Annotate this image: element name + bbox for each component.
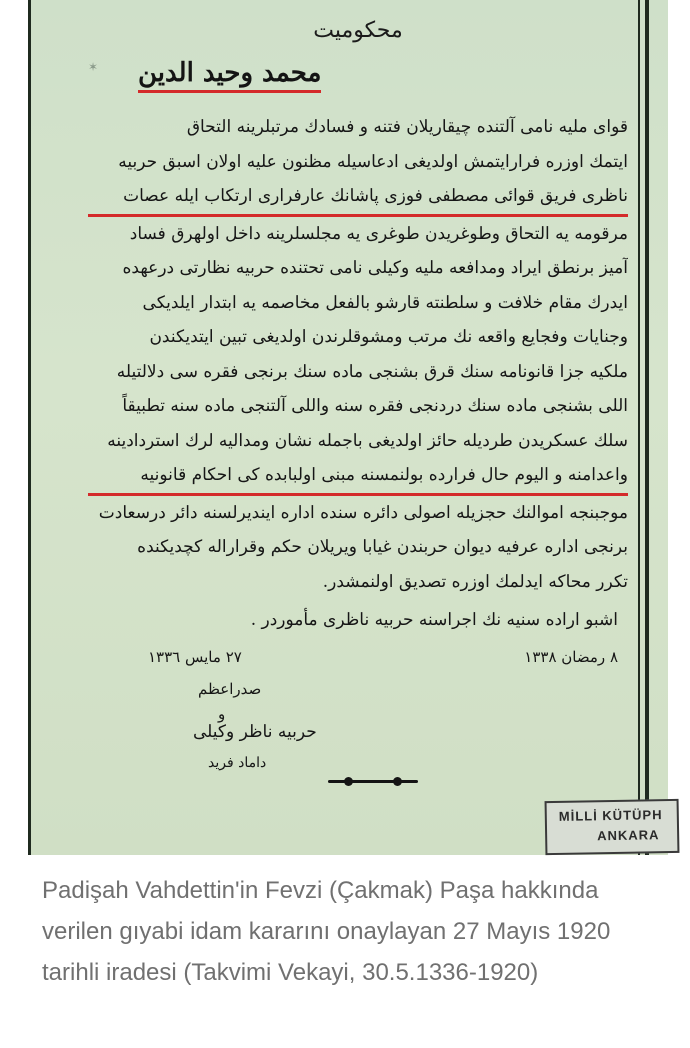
decree-line: مرقومه يه التحاق وطوغريدن طوغری يه مجلسلرينه داخل اولهرق فساد — [129, 223, 628, 244]
document-scan — [28, 0, 668, 855]
minister-title: حربيه ناظر وكيلی — [193, 722, 317, 742]
library-stamp — [545, 799, 680, 855]
decree-line: وجنايات وفجايع واقعه نك مرتب ومشوقلرندن اولديغی تبين ايتديكندن — [149, 327, 628, 347]
decree-line: ايدرك مقام خلافت و سلطنته قارشو بالفعل مخاصمه يه ابتدار ايلديكی — [142, 292, 628, 313]
frame-left-rule — [28, 0, 31, 855]
decree-line: قوای مليه نامی آلتنده چيقاريلان فتنه و فسادك مرتبلرينه التحاق — [186, 117, 628, 137]
decree-line: تكرر محاكه ايدلمك اوزره تصديق اولنمشدر. — [322, 571, 628, 592]
decree-line: موجبنجه اموالنك حجزيله اصولی دائره سنده اداره اينديرلسنه دائر درسعادت — [98, 502, 628, 523]
frame-right-rule-thick — [645, 0, 649, 855]
closing-ornament — [328, 780, 418, 783]
date-rumi: ٢٧ مايس ١٣٣٦ — [148, 648, 242, 666]
decree-closing-line: اشبو اراده سنيه نك اجراسنه حربيه ناظری مأموردر . — [250, 610, 618, 630]
signer-conjunction: و — [218, 705, 226, 723]
decree-line: ملكيه جزا قانونامه سنك قرق بشنجی ماده سنك برنجی فقره سی دلالتيله — [116, 361, 628, 382]
minister-name: داماد فريد — [208, 755, 267, 771]
sultan-signature-name: محمد وحيد الدين — [138, 58, 321, 93]
decree-line-highlighted: واعدامنه و اليوم حال فرارده بولنمسنه مبنی اولبابده كی احكام قانونيه — [88, 458, 628, 496]
date-hijri: ٨ رمضان ١٣٣٨ — [524, 648, 618, 666]
signer-title: صدراعظم — [198, 680, 262, 698]
decree-line: آميز برنطق ايراد ومدافعه مليه وكيلی نامی تحتنده حربيه نظارتی درعهده — [122, 258, 628, 278]
decree-line: برنجی اداره عرفيه ديوان حربندن غيابا ويريلان حكم وقراراله كچديكنده — [137, 537, 628, 557]
decree-line-highlighted: ناظری فريق قوائی مصطفی فوزی پاشانك عارفراری ارتكاب ايله عصات — [88, 179, 628, 217]
decree-line: اللی بشنجی ماده سنك دردنجی فقره سنه واللی آلتنجی ماده سنه تطبيقاً — [122, 396, 628, 416]
stamp-text-line1: MİLLİ KÜTÜPH — [558, 807, 663, 824]
frame-right-rule-thin — [638, 0, 640, 855]
decree-body — [88, 110, 628, 599]
decree-line: سلك عسكريدن طرديله حائز اولديغی باجمله نشان ومداليه لرك استردادينه — [107, 430, 628, 451]
image-caption: Padişah Vahdettin'in Fevzi (Çakmak) Paşa hakkında verilen gıyabi idam kararını onaylayan 27 Mayıs 1920 tarihli iradesi (Takvimi Vekayi, 30.5.1336-1920) — [42, 877, 611, 986]
document-title: محكوميت — [313, 18, 403, 43]
stamp-text-line2: ANKARA — [597, 827, 660, 844]
margin-mark: ✶ — [88, 60, 99, 74]
decree-date-row — [148, 648, 618, 666]
decree-line: ايتمك اوزره فرارايتمش اولديغی ادعاسيله مظنون عليه اولان اسبق حربيه — [118, 151, 628, 172]
